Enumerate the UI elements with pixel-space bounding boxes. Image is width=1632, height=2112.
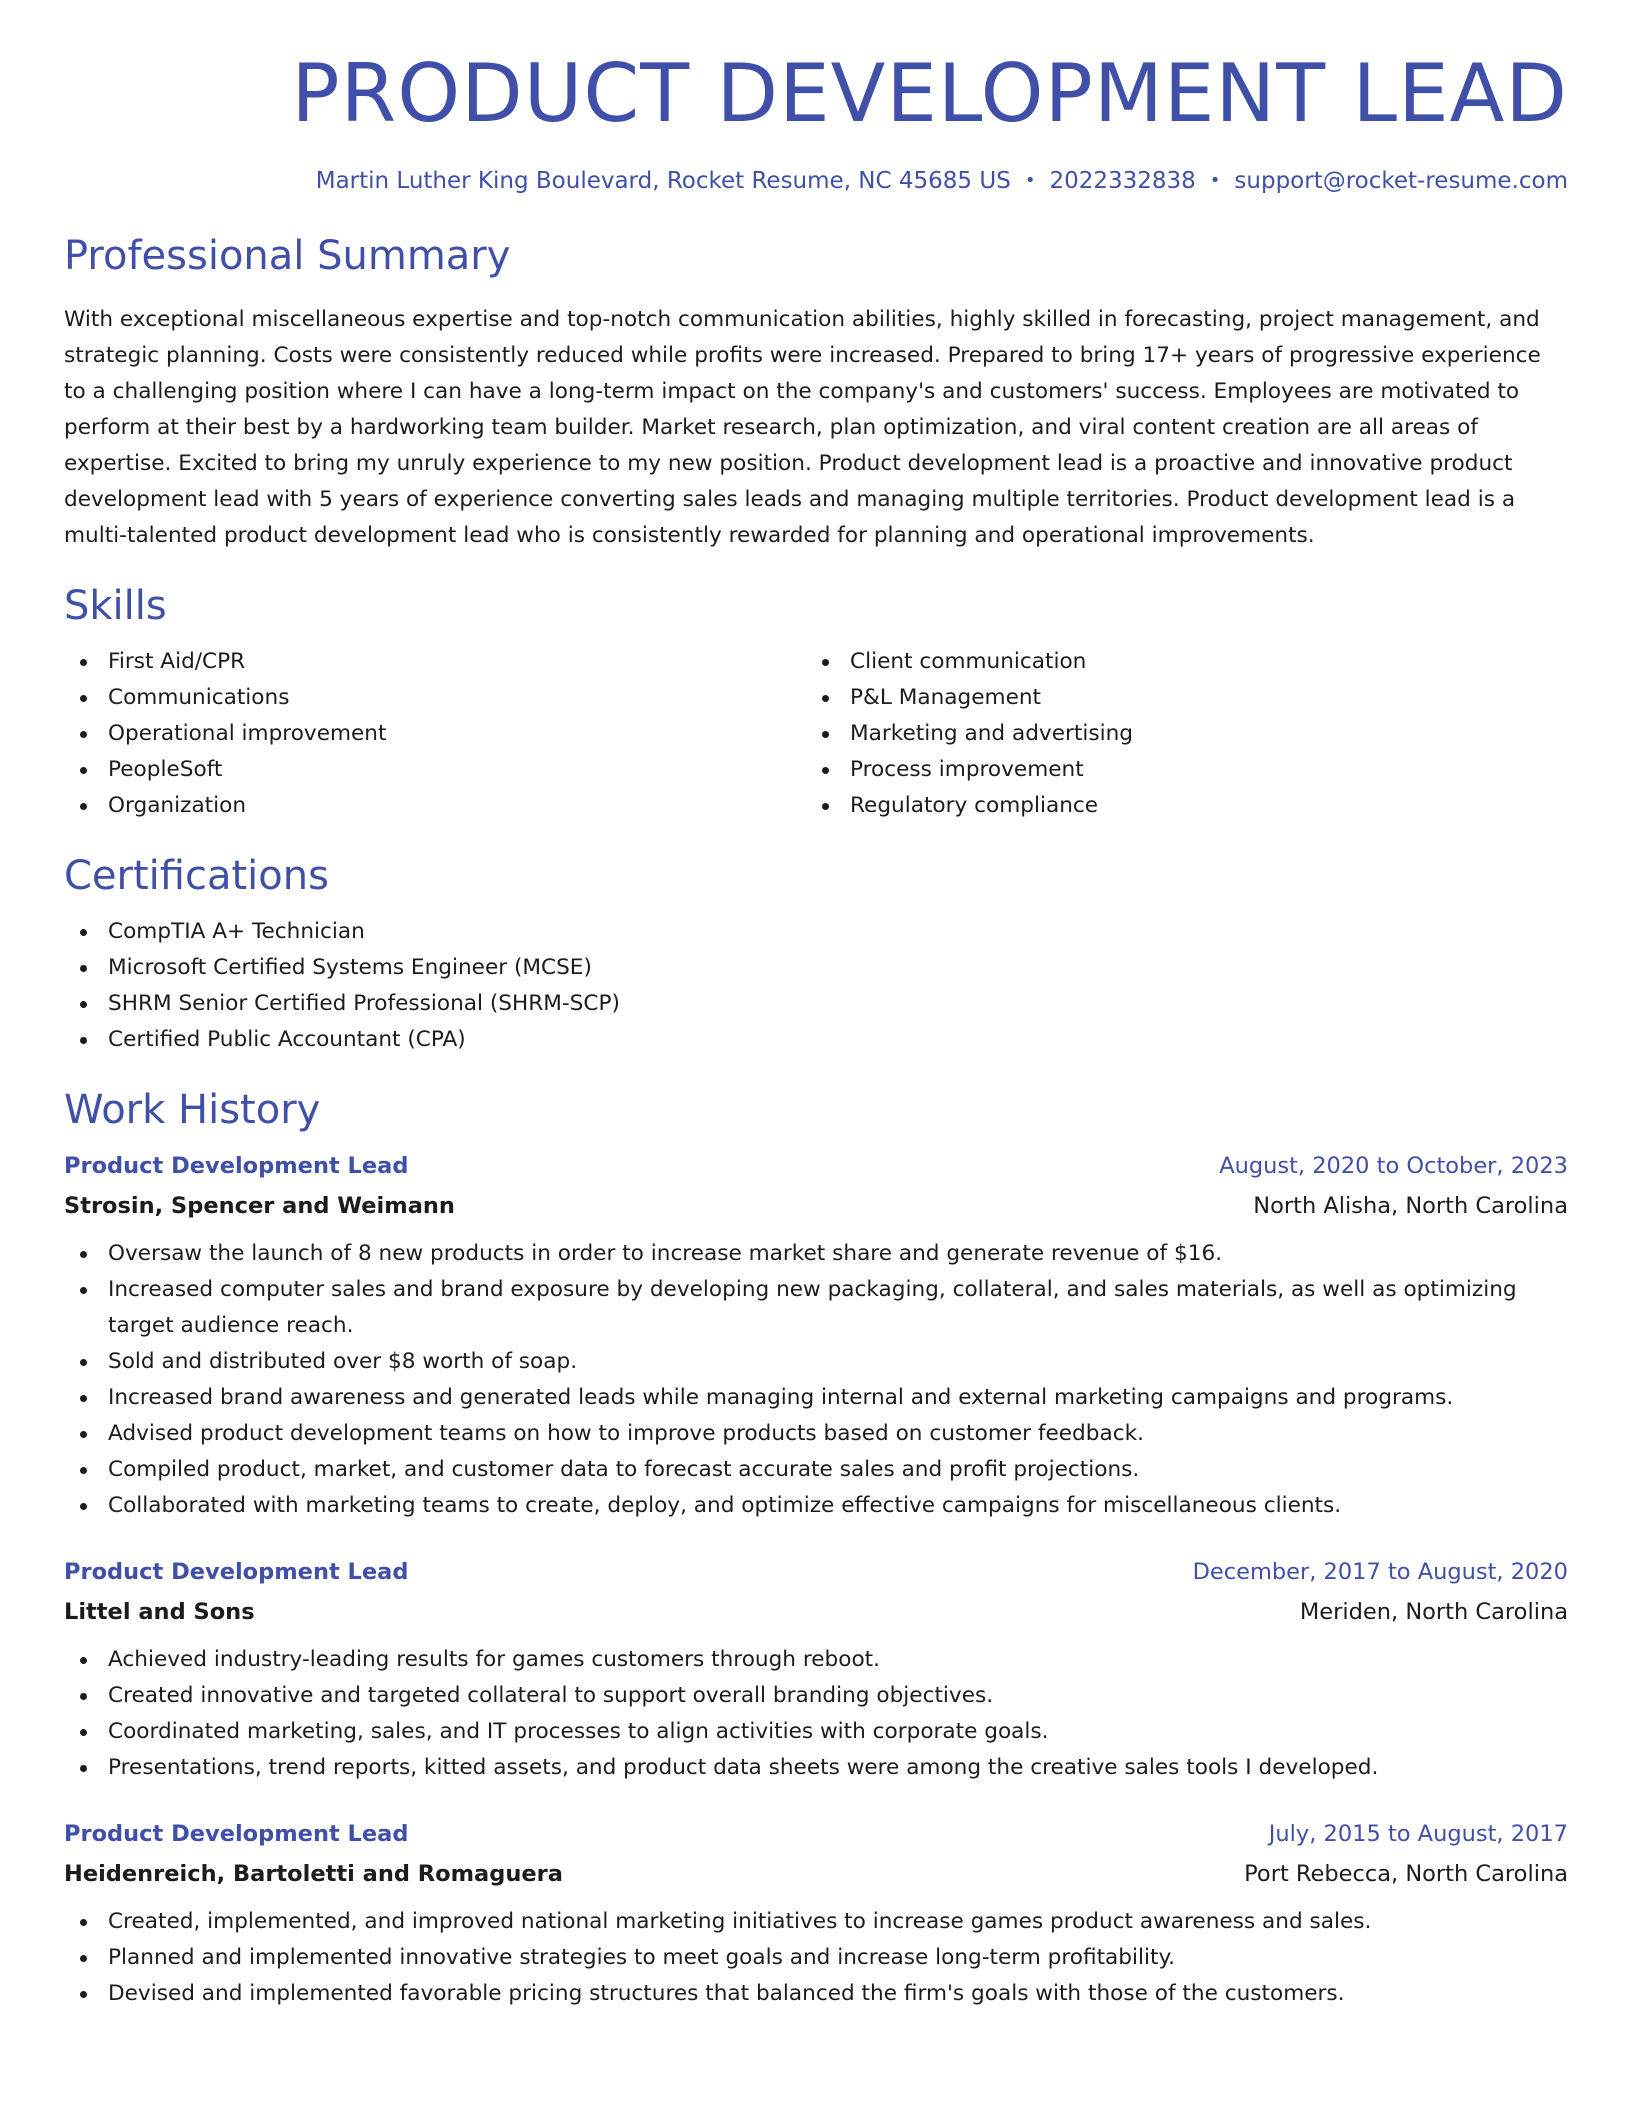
certifications-list: [64, 914, 1568, 1058]
job-bullet: Oversaw the launch of 8 new products in order to increase market share and generate revenue of $16.: [64, 1236, 1568, 1272]
job-location: Meriden, North Carolina: [1299, 1598, 1568, 1625]
skill-item: PeopleSoft: [64, 752, 806, 788]
contact-line: [64, 168, 1568, 196]
job-title: Product Development Lead: [64, 1558, 409, 1585]
separator-dot: •: [1209, 170, 1221, 191]
certification-item: CompTIA A+ Technician: [64, 914, 1568, 950]
skill-item: Regulatory compliance: [806, 788, 1548, 824]
job-bullet: Coordinated marketing, sales, and IT processes to align activities with corporate goals.: [64, 1714, 1568, 1750]
email-text: support@rocket-resume.com: [1234, 168, 1568, 194]
skill-item: Client communication: [806, 644, 1548, 680]
job-header-row: [64, 1816, 1568, 1852]
job-company: Heidenreich, Bartoletti and Romaguera: [64, 1860, 563, 1887]
skill-item: Marketing and advertising: [806, 716, 1548, 752]
job-bullet: Collaborated with marketing teams to create, deploy, and optimize effective campaigns for miscellaneous clients.: [64, 1488, 1568, 1524]
job-bullet: Created, implemented, and improved national marketing initiatives to increase games product awareness and sales.: [64, 1904, 1568, 1940]
candidate-title: PRODUCT DEVELOPMENT LEAD: [291, 47, 1568, 140]
summary-heading: Professional Summary: [64, 232, 511, 279]
skill-item: P&L Management: [806, 680, 1548, 716]
job-company: Strosin, Spencer and Weimann: [64, 1192, 455, 1219]
skills-list-right: [806, 644, 1548, 824]
job-bullet: Compiled product, market, and customer data to forecast accurate sales and profit projections.: [64, 1452, 1568, 1488]
skills-grid: [64, 644, 1568, 824]
job-header-row: [64, 1554, 1568, 1590]
job-dates: December, 2017 to August, 2020: [1192, 1558, 1568, 1585]
skills-list-left: [64, 644, 806, 824]
job-location: North Alisha, North Carolina: [1253, 1192, 1568, 1219]
certification-item: Microsoft Certified Systems Engineer (MCSE): [64, 950, 1568, 986]
skill-item: First Aid/CPR: [64, 644, 806, 680]
job-company-row: [64, 1852, 1568, 1892]
skill-item: Process improvement: [806, 752, 1548, 788]
separator-dot: •: [1024, 170, 1036, 191]
job-dates: August, 2020 to October, 2023: [1219, 1152, 1568, 1179]
job-entry: [64, 1148, 1568, 1524]
certifications-heading: Certifications: [64, 852, 329, 899]
job-bullet: Devised and implemented favorable pricing structures that balanced the firm's goals with those of the customers.: [64, 1976, 1568, 2012]
work-history-heading: Work History: [64, 1086, 321, 1133]
job-bullet: Advised product development teams on how to improve products based on customer feedback.: [64, 1416, 1568, 1452]
job-bullet: Increased computer sales and brand exposure by developing new packaging, collateral, and sales materials, as well as optimizing target audience reach.: [64, 1272, 1568, 1344]
job-company-row: [64, 1590, 1568, 1630]
job-entry: [64, 1554, 1568, 1786]
skill-item: Organization: [64, 788, 806, 824]
job-title: Product Development Lead: [64, 1152, 409, 1179]
job-bullet: Created innovative and targeted collateral to support overall branding objectives.: [64, 1678, 1568, 1714]
job-bullets: [64, 1236, 1568, 1524]
job-location: Port Rebecca, North Carolina: [1244, 1860, 1568, 1887]
certification-item: Certified Public Accountant (CPA): [64, 1022, 1568, 1058]
resume-header: [64, 47, 1568, 196]
job-header-row: [64, 1148, 1568, 1184]
job-entry: [64, 1816, 1568, 2012]
phone-text: 2022332838: [1049, 168, 1196, 194]
skill-item: Operational improvement: [64, 716, 806, 752]
job-bullets: [64, 1642, 1568, 1786]
job-bullet: Presentations, trend reports, kitted assets, and product data sheets were among the creative sales tools I developed.: [64, 1750, 1568, 1786]
skills-heading: Skills: [64, 582, 167, 629]
job-bullet: Achieved industry-leading results for games customers through reboot.: [64, 1642, 1568, 1678]
job-company-row: [64, 1184, 1568, 1224]
job-company: Littel and Sons: [64, 1598, 255, 1625]
summary-text: With exceptional miscellaneous expertise and top-notch communication abilities, highly skilled in forecasting, project management, and strategic planning. Costs were consistently reduced while profits were increased. Prepared to bring 17+ years of progressive experience to a challenging position where I can have a long-term impact on the company's and customers' success. Employees are motivated to perform at their best by a hardworking team builder. Market research, plan optimization, and viral content creation are all areas of expertise. Excited to bring my unruly experience to my new position. Product development lead is a proactive and innovative product development lead with 5 years of experience converting sales leads and managing multiple territories. Product development lead is a multi-talented product development lead who is consistently rewarded for planning and operational improvements.: [64, 306, 1541, 548]
job-dates: July, 2015 to August, 2017: [1268, 1820, 1568, 1847]
address-text: Martin Luther King Boulevard, Rocket Resume, NC 45685 US: [315, 168, 1011, 194]
job-bullet: Increased brand awareness and generated leads while managing internal and external marketing campaigns and programs.: [64, 1380, 1568, 1416]
job-title: Product Development Lead: [64, 1820, 409, 1847]
job-bullet: Planned and implemented innovative strategies to meet goals and increase long-term profitability.: [64, 1940, 1568, 1976]
job-bullets: [64, 1904, 1568, 2012]
skill-item: Communications: [64, 680, 806, 716]
certification-item: SHRM Senior Certified Professional (SHRM-SCP): [64, 986, 1568, 1022]
job-bullet: Sold and distributed over $8 worth of soap.: [64, 1344, 1568, 1380]
